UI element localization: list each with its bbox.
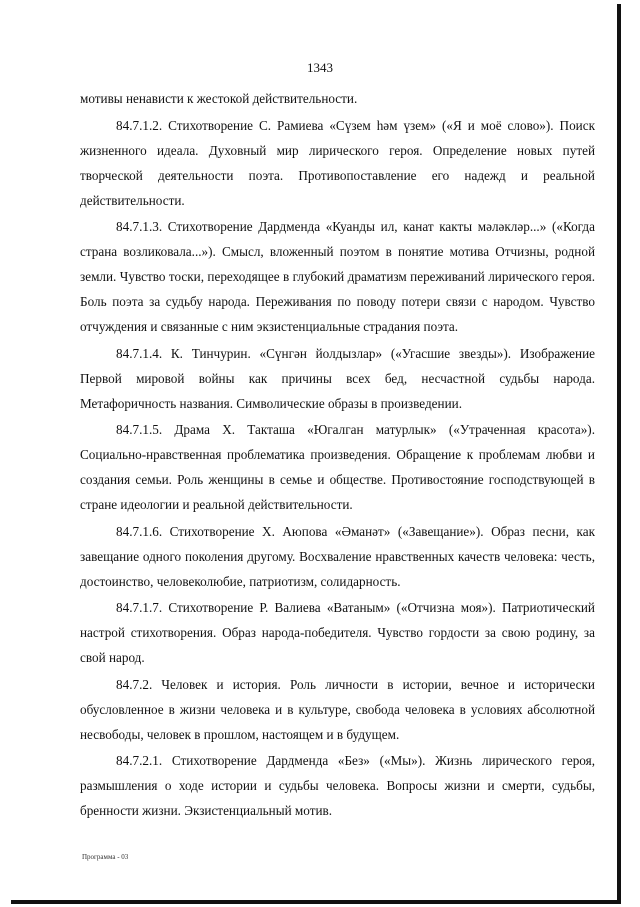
paragraph: 84.7.1.6. Стихотворение Х. Аюпова «Әманәт» («Завещание»). Образ песни, как завещание одного поколения другому. Восхваление нравственных качеств человека: честь, достоинство, человеколюбие, патриотизм, солидарность. bbox=[80, 523, 595, 589]
paragraph: 84.7.2.1. Стихотворение Дардменда «Без» («Мы»). Жизнь лирического героя, размышления о ходе истории и судьбы человека. Вопросы жизни и смерти, судьбы, бренности жизни. Экзистенциальный мотив. bbox=[80, 753, 595, 818]
paragraph: 84.7.1.3. Стихотворение Дардменда «Куанды ил, канат какты мәләкләр...» («Когда страна возликовала...»). Смысл, вложенный поэтом в понятие мотива Отчизны, родной земли. Чувство тоски, переходящее в глубокий драматизм переживаний лирического героя. Боль поэта за судьбу народа. Переживания по поводу потери связи с народом. Чувство отчуждения и связанные с ним экзистенциальные страдания поэта. bbox=[80, 219, 595, 334]
paragraph: 84.7.1.2. Стихотворение С. Рамиева «Сүзем һәм үзем» («Я и моё слово»). Поиск жизненного идеала. Духовный мир лирического героя. Определение новых путей творческой деятельности поэта. Противопоставление его надежд и реальной действительности. bbox=[80, 117, 595, 208]
paragraph: 84.7.2. Человек и история. Роль личности в истории, вечное и исторически обусловленное в жизни человека и в культуре, свобода человека в условиях абсолютной несвободы, человек в прошлом, настоящем и в будущем. bbox=[80, 676, 595, 742]
paragraph: 84.7.1.4. К. Тинчурин. «Сүнгән йолдызлар» («Угасшие звезды»). Изображение Первой мировой войны как причины всех бед, несчастной судьбы народа. Метафоричность названия. Символические образы в произведении. bbox=[80, 345, 595, 411]
paragraph: мотивы ненависти к жестокой действительности. bbox=[80, 91, 358, 106]
paragraph: 84.7.1.5. Драма Х. Такташа «Югалган матурлык» («Утраченная красота»). Социально-нравственная проблематика произведения. Обращение к проблемам любви и создания семьи. Роль женщины в семье и обществе. Противостояние господствующей в стране идеологии и реальной действительности. bbox=[80, 422, 595, 512]
paragraph: 84.7.1.7. Стихотворение Р. Валиева «Ватаным» («Отчизна моя»). Патриотический настрой стихотворения. Образ народа-победителя. Чувство гордости за свою родину, за свой народ. bbox=[80, 600, 595, 665]
footer-label: Программа - 03 bbox=[82, 853, 129, 861]
document-body bbox=[80, 86, 595, 825]
page-number: 1343 bbox=[307, 60, 333, 75]
